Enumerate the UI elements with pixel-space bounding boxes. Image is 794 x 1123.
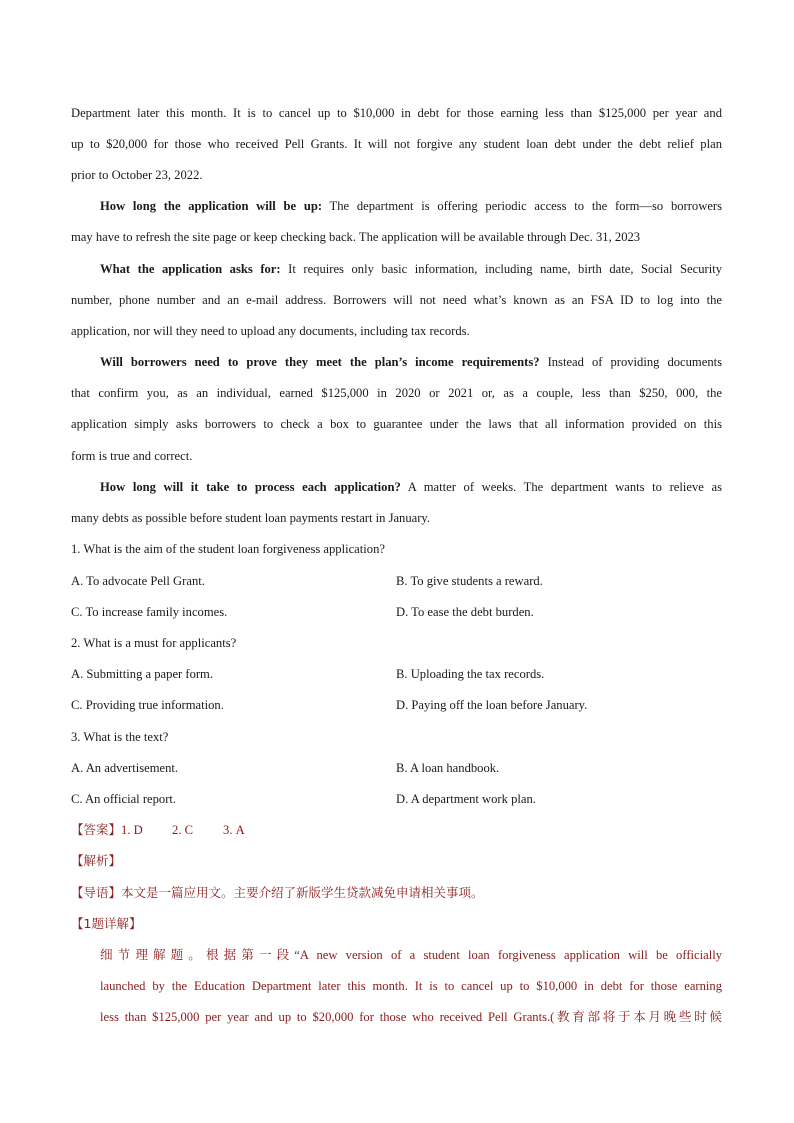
paragraph-heading: How long the application will be up: — [100, 199, 323, 213]
option-d: D. A department work plan. — [396, 792, 536, 806]
question-stem: 2. What is a must for applicants? — [71, 636, 237, 650]
q1-explanation-line: launched by the Education Department later this month. It is to cancel up to $10,000 in debt for those earning — [100, 979, 722, 993]
passage-line: prior to October 23, 2022. — [71, 168, 203, 182]
passage-line: application, nor will they need to upload any documents, including tax records. — [71, 324, 470, 338]
question-stem: 1. What is the aim of the student loan forgiveness application? — [71, 542, 385, 556]
q1-explanation-line: 细节理解题。根据第一段“A new version of a student loan forgiveness application will be officially — [100, 948, 722, 962]
passage-line: number, phone number and an e-mail address. Borrowers will not need what’s known as an FSA ID to log into the — [71, 293, 722, 307]
passage-text: It requires only basic information, including name, birth date, Social Security — [288, 262, 722, 276]
q1-detail-label: 【1题详解】 — [71, 916, 142, 931]
option-a: A. An advertisement. — [71, 761, 179, 775]
passage-paragraph-start — [100, 261, 722, 277]
option-d: D. To ease the debt burden. — [396, 605, 534, 619]
passage-line: that confirm you, as an individual, earned $125,000 in 2020 or 2021 or, as a couple, less than $250, 000, the — [71, 386, 722, 400]
option-a: A. To advocate Pell Grant. — [71, 574, 205, 588]
option-b: B. To give students a reward. — [396, 574, 543, 588]
passage-text: Instead of providing documents — [547, 355, 723, 369]
paragraph-heading: How long will it take to process each application? — [100, 480, 401, 494]
guide-line — [71, 885, 484, 901]
passage-line: Department later this month. It is to cancel up to $10,000 in debt for those earning less than $125,000 per year and — [71, 106, 722, 120]
answer-line — [71, 822, 245, 838]
q1-explanation-line: less than $125,000 per year and up to $20,000 for those who received Pell Grants.(教育部将于本月晚些时候 — [100, 1010, 722, 1024]
passage-paragraph-start — [100, 479, 722, 495]
paragraph-heading: Will borrowers need to prove they meet the plan’s income requirements? — [100, 355, 540, 369]
answer-1: 1. D — [121, 823, 143, 837]
option-b: B. A loan handbook. — [396, 761, 500, 775]
passage-line: many debts as possible before student loan payments restart in January. — [71, 511, 431, 525]
answer-label: 【答案】 — [71, 822, 122, 837]
option-c: C. Providing true information. — [71, 698, 224, 712]
option-d: D. Paying off the loan before January. — [396, 698, 588, 712]
passage-text: A matter of weeks. The department wants to relieve as — [407, 480, 722, 494]
paragraph-heading: What the application asks for: — [100, 262, 281, 276]
passage-line: up to $20,000 for those who received Pell Grants. It will not forgive any student loan debt under the debt relief plan — [71, 137, 722, 151]
analysis-title: 【解析】 — [71, 853, 122, 868]
passage-line: application simply asks borrowers to check a box to guarantee under the laws that all information provided on this — [71, 417, 722, 431]
passage-paragraph-start — [100, 198, 722, 214]
guide-text: 本文是一篇应用文。主要介绍了新版学生贷款减免申请相关事项。 — [121, 885, 484, 900]
option-c: C. To increase family incomes. — [71, 605, 228, 619]
passage-line: may have to refresh the site page or keep checking back. The application will be available through Dec. 31, 2023 — [71, 230, 641, 244]
guide-label: 【导语】 — [71, 885, 122, 900]
passage-paragraph-start — [100, 354, 722, 370]
answer-2: 2. C — [172, 823, 194, 837]
answer-3: 3. A — [223, 823, 245, 837]
question-stem: 3. What is the text? — [71, 730, 169, 744]
option-b: B. Uploading the tax records. — [396, 667, 545, 681]
passage-text: The department is offering periodic access to the form—so borrowers — [329, 199, 723, 213]
passage-line: form is true and correct. — [71, 449, 193, 463]
option-a: A. Submitting a paper form. — [71, 667, 214, 681]
option-c: C. An official report. — [71, 792, 177, 806]
